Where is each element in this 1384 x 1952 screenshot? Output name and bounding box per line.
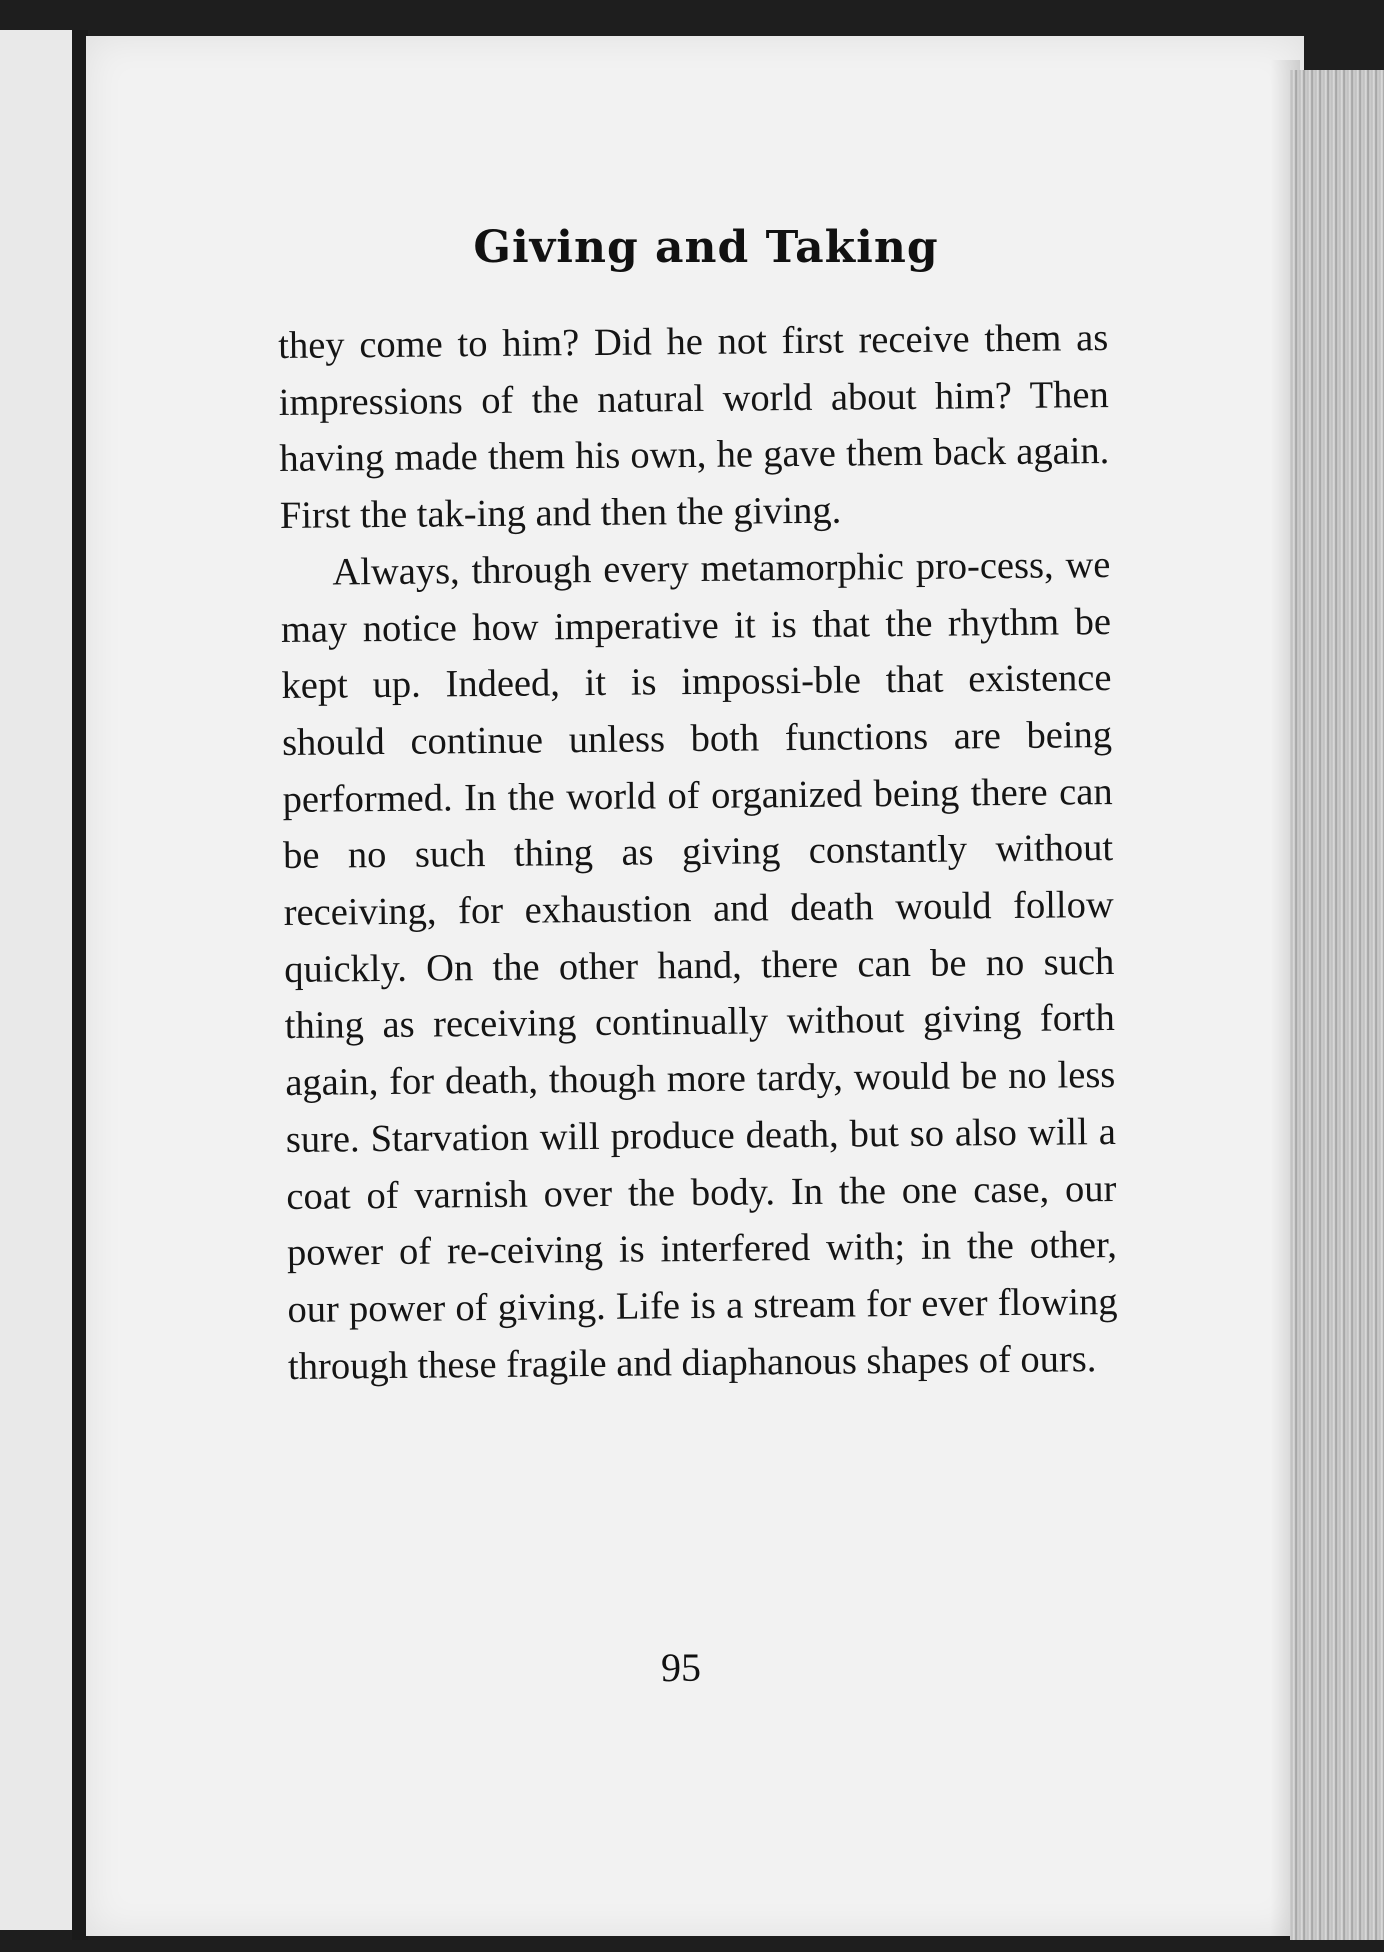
- paragraph-continued: they come to him? Did he not first receive them as impressions of the natural world about him? Then having made them his own, he gave them back again. First the tak-ing and then the giving.: [278, 317, 1110, 538]
- page-number: 95: [661, 1645, 701, 1690]
- paragraph: Always, through every metamorphic pro-cess, we may notice how imperative it is that the rhythm be kept up. Indeed, it is impossi-ble that existence should continue unless both functions are being performed. In the world of organized being there can be no such thing as giving constantly without receiving, for exhaustion and death would follow quickly. On the other hand, there can be no such thing as receiving continually without giving forth again, for death, though more tardy, would be no less sure. Starvation will produce death, but so also will a coat of varnish over the body. In the one case, our power of re-ceiving is interfered with; in the other, our power of giving. Life is a stream for ever flowing through these fragile and diaphanous shapes of ours.: [280, 543, 1118, 1388]
- running-head: Giving and Taking: [473, 222, 939, 273]
- book-fore-edge: [1290, 70, 1384, 1940]
- body-text: [278, 310, 1118, 1395]
- facing-page-edge: [0, 30, 75, 1930]
- book-page: [86, 36, 1304, 1936]
